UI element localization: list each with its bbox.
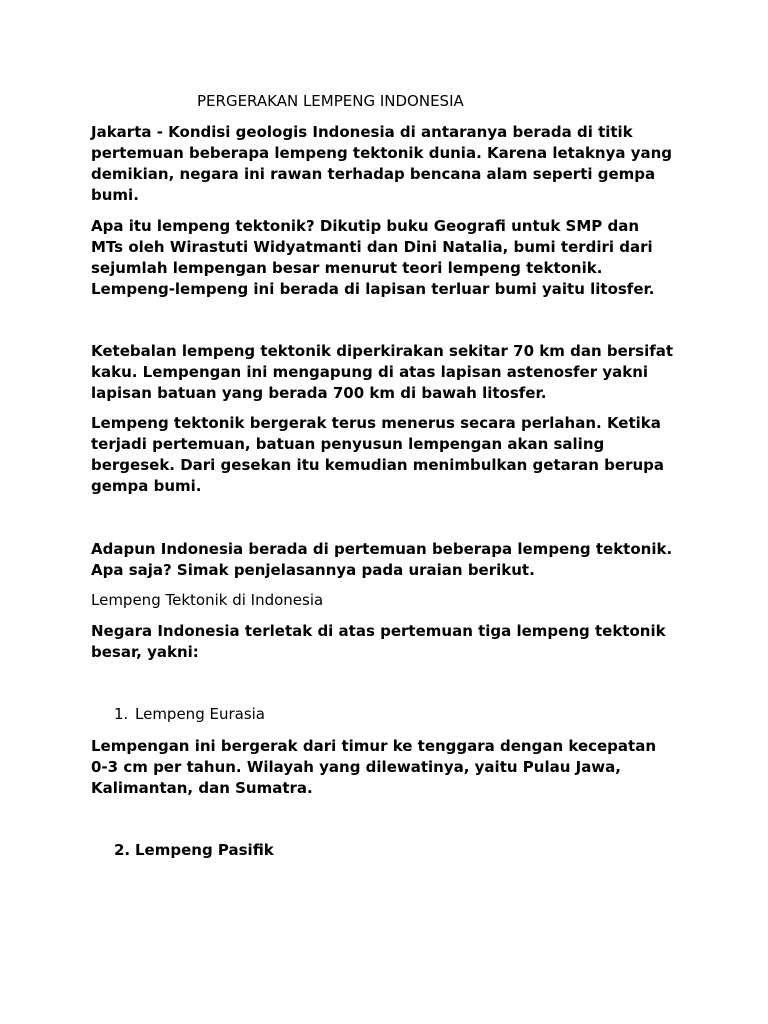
- paragraph-line: Kalimantan, dan Sumatra.: [91, 779, 313, 797]
- paragraph-line: Apa itu lempeng tektonik? Dikutip buku Geografi untuk SMP dan: [91, 217, 639, 235]
- paragraph-line: bumi.: [91, 186, 139, 204]
- list-item-number: 2.: [114, 841, 131, 859]
- list-item-eurasia: [114, 704, 265, 725]
- paragraph-line: 0-3 cm per tahun. Wilayah yang dilewatinya, yaitu Pulau Jawa,: [91, 758, 621, 776]
- paragraph-indonesia-plates: [91, 539, 672, 581]
- paragraph-line: Apa saja? Simak penjelasannya pada uraian berikut.: [91, 561, 535, 579]
- paragraph-line: demikian, negara ini rawan terhadap bencana alam seperti gempa: [91, 165, 656, 183]
- paragraph-definition: [91, 216, 654, 300]
- paragraph-line: Lempengan ini bergerak dari timur ke tenggara dengan kecepatan: [91, 737, 657, 755]
- list-item-number: 1.: [114, 705, 129, 723]
- paragraph-line: Jakarta - Kondisi geologis Indonesia di antaranya berada di titik: [91, 123, 633, 141]
- paragraph-line: pertemuan beberapa lempeng tektonik dunia. Karena letaknya yang: [91, 144, 673, 162]
- paragraph-line: terjadi pertemuan, batuan penyusun lempengan akan saling: [91, 435, 605, 453]
- list-item-label: Lempeng Pasifik: [135, 841, 274, 859]
- paragraph-line: Ketebalan lempeng tektonik diperkirakan sekitar 70 km dan bersifat: [91, 342, 674, 360]
- paragraph-line: lapisan batuan yang berada 700 km di bawah litosfer.: [91, 384, 547, 402]
- paragraph-line: Negara Indonesia terletak di atas pertemuan tiga lempeng tektonik: [91, 622, 666, 640]
- paragraph-intro: [91, 122, 672, 206]
- paragraph-line: bergesek. Dari gesekan itu kemudian menimbulkan getaran berupa: [91, 456, 665, 474]
- paragraph-line: besar, yakni:: [91, 643, 199, 661]
- paragraph-line: MTs oleh Wirastuti Widyatmanti dan Dini Natalia, bumi terdiri dari: [91, 238, 653, 256]
- section-heading: Lempeng Tektonik di Indonesia: [91, 591, 324, 609]
- paragraph-thickness: [91, 341, 673, 404]
- paragraph-line: kaku. Lempengan ini mengapung di atas lapisan astenosfer yakni: [91, 363, 649, 381]
- paragraph-line: Lempeng-lempeng ini berada di lapisan terluar bumi yaitu litosfer.: [91, 280, 655, 298]
- paragraph-movement: [91, 413, 664, 497]
- list-item-label: Lempeng Eurasia: [135, 705, 265, 723]
- document-title: PERGERAKAN LEMPENG INDONESIA: [197, 92, 464, 110]
- paragraph-line: sejumlah lempengan besar menurut teori lempeng tektonik.: [91, 259, 603, 277]
- paragraph-line: Adapun Indonesia berada di pertemuan beberapa lempeng tektonik.: [91, 540, 673, 558]
- paragraph-line: Lempeng tektonik bergerak terus menerus secara perlahan. Ketika: [91, 414, 661, 432]
- paragraph-line: gempa bumi.: [91, 477, 202, 495]
- paragraph-three-plates: [91, 621, 666, 663]
- list-item-pasifik: [114, 840, 274, 861]
- paragraph-eurasia: [91, 736, 656, 799]
